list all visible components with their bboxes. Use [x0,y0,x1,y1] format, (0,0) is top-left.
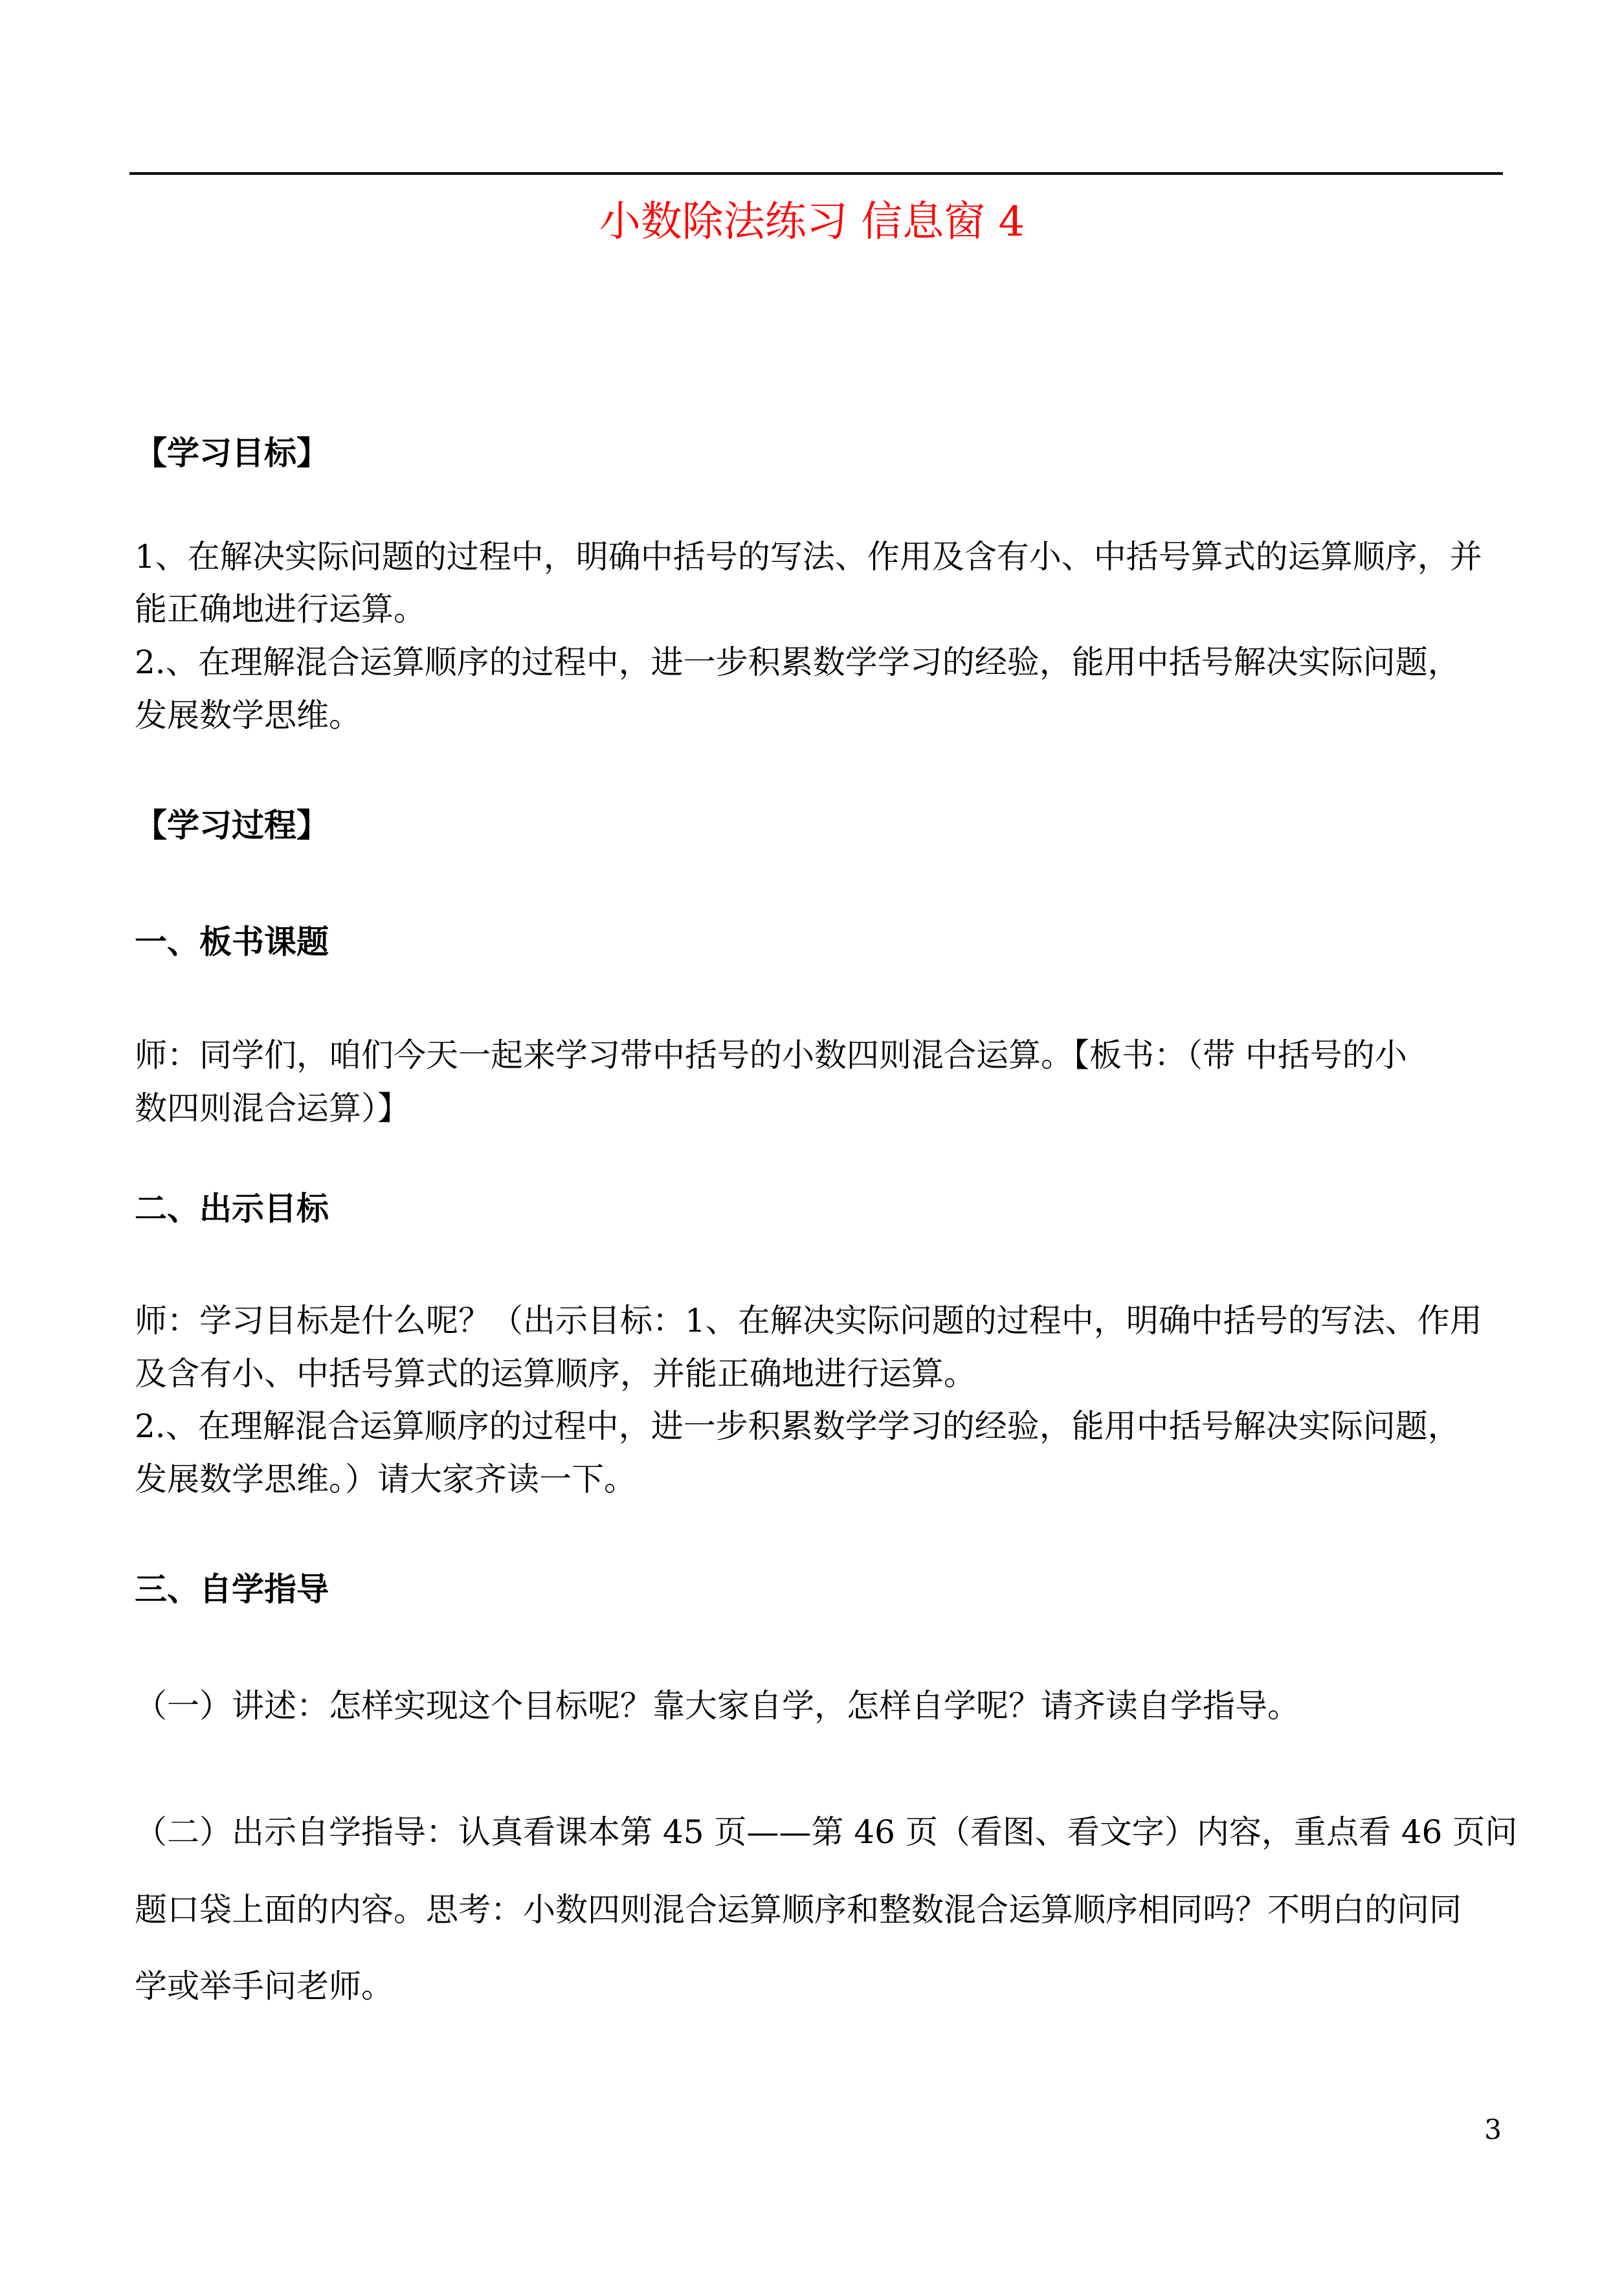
goal-1-line-1: 1、在解决实际问题的过程中，明确中括号的写法、作用及含有小、中括号算式的运算顺序，并 [135,538,1482,576]
part-3-sub-2-line-1: （二）出示自学指导：认真看课本第 45 页——第 46 页（看图、看文字）内容，重点看 46 页问 [135,1813,1518,1851]
part-2-line-2: 及含有小、中括号算式的运算顺序，并能正确地进行运算。 [135,1355,976,1393]
part-3-heading: 三、自学指导 [135,1570,329,1608]
page-number: 3 [1484,2114,1502,2145]
learning-process-heading: 【学习过程】 [135,806,329,844]
part-3-sub-1: （一）讲述：怎样实现这个目标呢？靠大家自学，怎样自学呢？请齐读自学指导。 [135,1687,1300,1725]
part-3-sub-2-line-2: 题口袋上面的内容。思考：小数四则混合运算顺序和整数混合运算顺序相同吗？不明白的问同 [135,1891,1462,1929]
goal-1-line-2: 能正确地进行运算。 [135,590,426,628]
part-1-heading: 一、板书课题 [135,923,329,961]
document-title: 小数除法练习 信息窗 4 [599,198,1025,246]
part-2-line-3: 2.、在理解混合运算顺序的过程中，进一步积累数学学习的经验，能用中括号解决实际问题， [135,1407,1460,1445]
part-2-line-1: 师：学习目标是什么呢？（出示目标：1、在解决实际问题的过程中，明确中括号的写法、作用 [135,1302,1482,1339]
part-1-line-2: 数四则混合运算）】 [135,1090,410,1127]
goal-2-line-2: 发展数学思维。 [135,697,361,734]
part-2-line-4: 发展数学思维。）请大家齐读一下。 [135,1460,636,1498]
part-3-sub-2-line-3: 学或举手问老师。 [135,1967,394,2005]
part-1-line-1: 师：同学们，咱们今天一起来学习带中括号的小数四则混合运算。【板书：（带 中括号的小 [135,1036,1407,1074]
header-rule [129,172,1503,175]
goal-2-line-1: 2.、在理解混合运算顺序的过程中，进一步积累数学学习的经验，能用中括号解决实际问题， [135,643,1460,681]
learning-goals-heading: 【学习目标】 [135,434,329,472]
part-2-heading: 二、出示目标 [135,1189,329,1227]
